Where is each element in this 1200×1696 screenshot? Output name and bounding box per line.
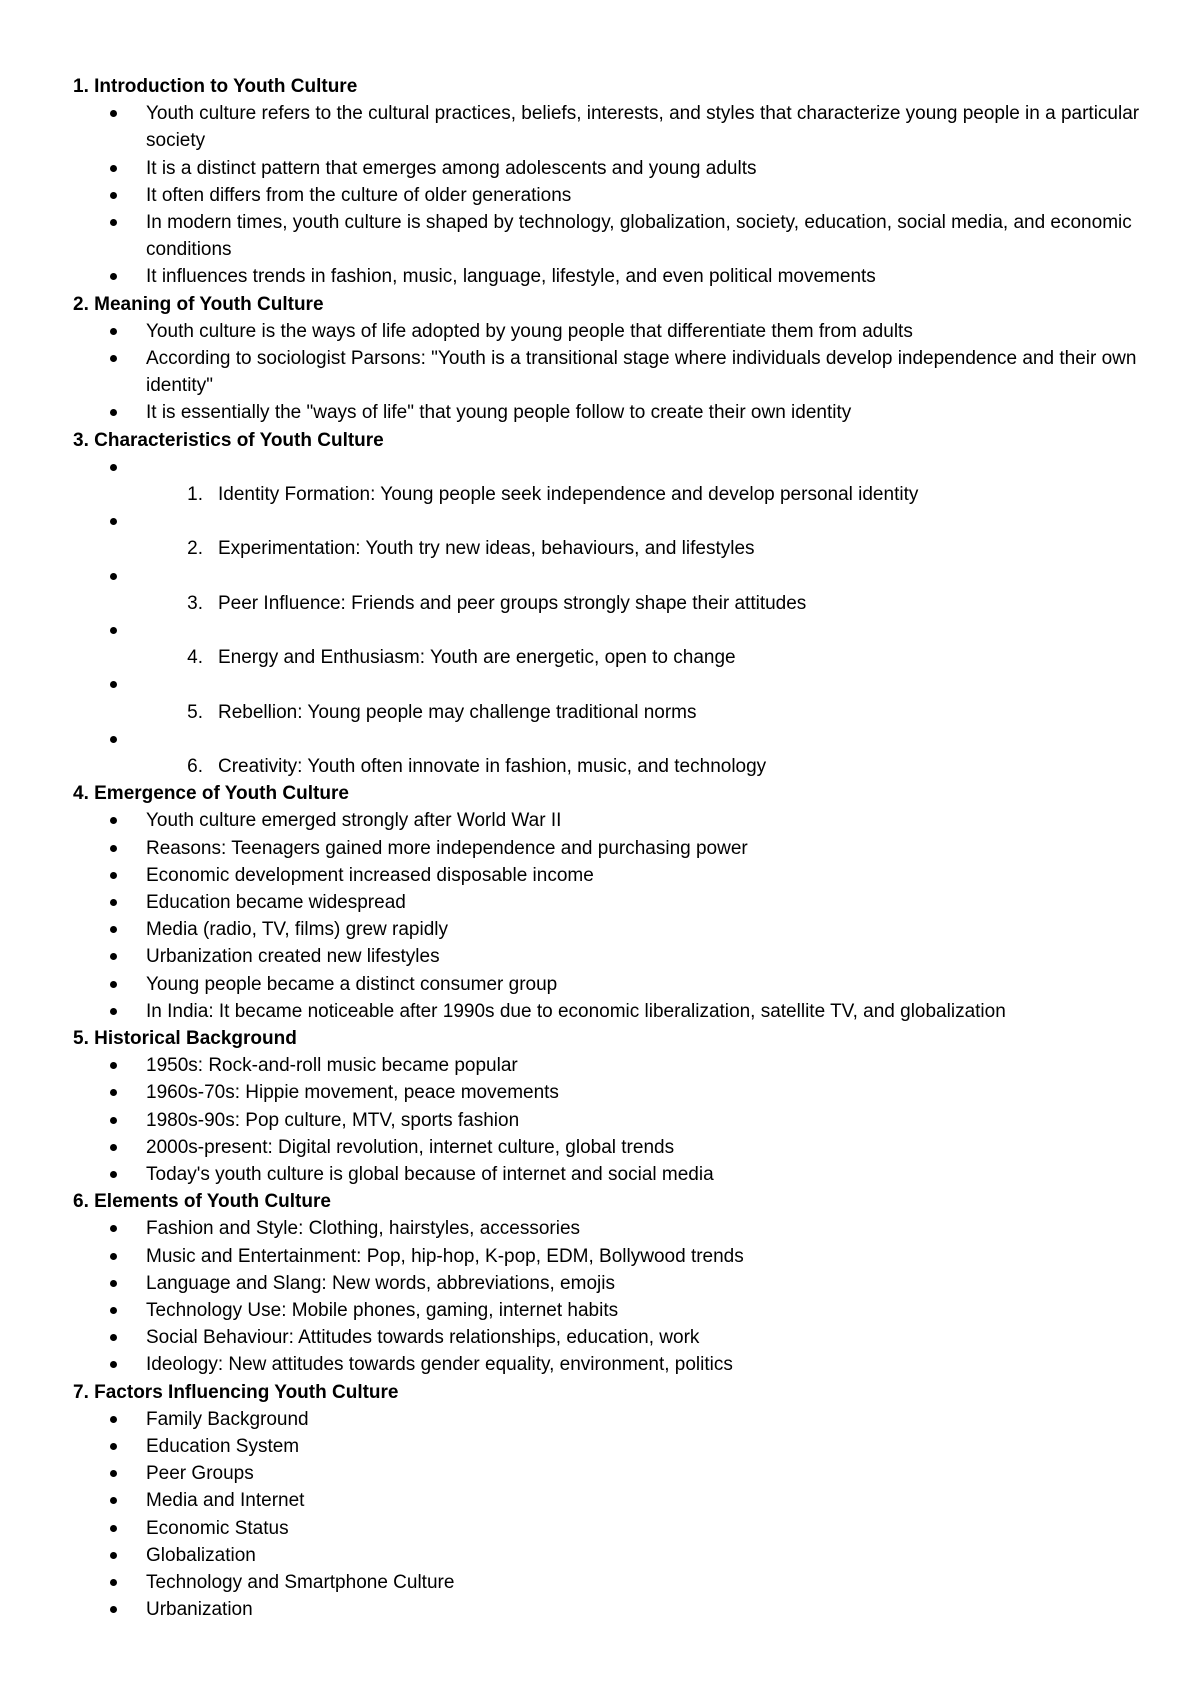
list-item-text: Energy and Enthusiasm: Youth are energetic, open to change <box>218 647 736 669</box>
list-item <box>73 889 1133 916</box>
list-item-text: Experimentation: Youth try new ideas, behaviours, and lifestyles <box>218 538 755 560</box>
bullet-icon <box>110 1144 117 1151</box>
section-heading: 3. Characteristics of Youth Culture <box>73 429 384 451</box>
list-item <box>73 916 1133 943</box>
bullet-icon <box>110 110 117 117</box>
list-item <box>73 1134 1133 1161</box>
bullet-icon <box>110 1552 117 1559</box>
list-item <box>73 1107 1133 1134</box>
list-item-text: Music and Entertainment: Pop, hip-hop, K-pop, EDM, Bollywood trends <box>146 1245 744 1267</box>
list-item <box>73 807 1133 834</box>
bullet-icon <box>110 273 117 280</box>
list-item <box>73 1542 1133 1569</box>
bullet-icon <box>110 1171 117 1178</box>
list-item-text: Today's youth culture is global because of internet and social media <box>146 1163 714 1185</box>
list-item-text: Language and Slang: New words, abbreviations, emojis <box>146 1272 615 1294</box>
bullet-icon <box>110 681 117 688</box>
list-item-text: Youth culture is the ways of life adopted by young people that differentiate them from adults <box>146 320 913 342</box>
list-item-text: Urbanization created new lifestyles <box>146 946 440 968</box>
bullet-icon <box>110 981 117 988</box>
list-number: 3. <box>187 592 203 614</box>
section-heading: 6. Elements of Youth Culture <box>73 1191 331 1213</box>
list-item <box>73 617 1133 671</box>
list-item-text: It is a distinct pattern that emerges among adolescents and young adults <box>146 157 757 179</box>
bullet-icon <box>110 1579 117 1586</box>
list-item-text: Ideology: New attitudes towards gender equality, environment, politics <box>146 1354 733 1376</box>
list-item <box>73 508 1133 562</box>
list-item <box>73 1243 1133 1270</box>
list-number: 1. <box>187 483 203 505</box>
bullet-icon <box>110 1280 117 1287</box>
list-item <box>73 835 1133 862</box>
list-item-text: Social Behaviour: Attitudes towards relationships, education, work <box>146 1327 700 1349</box>
list-item-text: 1980s-90s: Pop culture, MTV, sports fashion <box>146 1109 520 1131</box>
bullet-icon <box>110 1225 117 1232</box>
bullet-icon <box>110 1497 117 1504</box>
bullet-icon <box>110 328 117 335</box>
list-item-text: Reasons: Teenagers gained more independence and purchasing power <box>146 837 748 859</box>
list-item-text: Technology and Smartphone Culture <box>146 1571 455 1593</box>
list-item-text: In modern times, youth culture is shaped by technology, globalization, society, education, social media, and economic conditions <box>146 212 1132 261</box>
list-item-text: Economic Status <box>146 1517 289 1539</box>
bullet-icon <box>110 1525 117 1532</box>
list-item-text: Media (radio, TV, films) grew rapidly <box>146 919 448 941</box>
section-heading: 5. Historical Background <box>73 1027 297 1049</box>
list-item-text: Youth culture refers to the cultural practices, beliefs, interests, and styles that characterize young people in a particular society <box>146 103 1140 152</box>
list-item <box>73 1052 1133 1079</box>
list-item-text: Peer Influence: Friends and peer groups strongly shape their attitudes <box>218 592 807 614</box>
list-item-text: Globalization <box>146 1544 256 1566</box>
list-item <box>73 318 1133 345</box>
list-item <box>73 1351 1133 1378</box>
list-item <box>73 1406 1133 1433</box>
bullet-list <box>73 1215 1133 1378</box>
list-item <box>73 454 1133 508</box>
bullet-icon <box>110 573 117 580</box>
list-item <box>73 1324 1133 1351</box>
list-item <box>73 1215 1133 1242</box>
list-item-text: Education became widespread <box>146 891 406 913</box>
bullet-list <box>73 1406 1133 1624</box>
document-body <box>73 73 1140 1623</box>
list-item-text: Education System <box>146 1435 300 1457</box>
list-item-text: 2000s-present: Digital revolution, internet culture, global trends <box>146 1136 675 1158</box>
section-heading: 4. Emergence of Youth Culture <box>73 783 349 805</box>
section-heading: 2. Meaning of Youth Culture <box>73 293 324 315</box>
list-item <box>73 563 1133 617</box>
list-item-text: Urbanization <box>146 1599 253 1621</box>
bullet-icon <box>110 817 117 824</box>
list-item <box>73 1297 1133 1324</box>
bullet-list <box>73 100 1140 290</box>
bullet-icon <box>110 1307 117 1314</box>
list-item <box>73 943 1133 970</box>
bullet-icon <box>110 192 117 199</box>
list-item <box>73 399 1133 426</box>
list-item-text: Economic development increased disposable income <box>146 864 594 886</box>
bullet-list <box>73 318 1137 427</box>
section-heading: 1. Introduction to Youth Culture <box>73 76 358 97</box>
characteristics-list <box>73 454 1133 780</box>
bullet-list <box>73 807 1133 1025</box>
list-number: 4. <box>187 647 203 669</box>
bullet-icon <box>110 953 117 960</box>
bullet-icon <box>110 1008 117 1015</box>
bullet-icon <box>110 1443 117 1450</box>
list-item <box>73 726 1133 780</box>
bullet-icon <box>110 464 117 471</box>
list-item-text: Identity Formation: Young people seek independence and develop personal identity <box>218 483 919 505</box>
list-item <box>73 998 1133 1025</box>
bullet-icon <box>110 1416 117 1423</box>
bullet-icon <box>110 1253 117 1260</box>
bullet-icon <box>110 1062 117 1069</box>
list-item-text: Family Background <box>146 1408 309 1430</box>
list-item-text: According to sociologist Parsons: "Youth is a transitional stage where individuals develop independence and their own identity" <box>146 348 1137 397</box>
bullet-icon <box>110 355 117 362</box>
list-item <box>73 1433 1133 1460</box>
list-item-text: Media and Internet <box>146 1490 305 1512</box>
list-item-text: In India: It became noticeable after 1990s due to economic liberalization, satellite TV, and globalization <box>146 1000 1006 1022</box>
list-item <box>73 862 1133 889</box>
list-item-text: Technology Use: Mobile phones, gaming, internet habits <box>146 1299 619 1321</box>
list-item <box>73 1270 1133 1297</box>
bullet-icon <box>110 1334 117 1341</box>
list-item-text: Youth culture emerged strongly after World War II <box>146 810 562 832</box>
bullet-icon <box>110 872 117 879</box>
bullet-icon <box>110 1117 117 1124</box>
bullet-icon <box>110 926 117 933</box>
list-number: 5. <box>187 701 203 723</box>
list-item <box>73 1460 1133 1487</box>
list-item <box>73 155 1133 182</box>
bullet-icon <box>110 845 117 852</box>
list-item-text: 1950s: Rock-and-roll music became popular <box>146 1055 518 1077</box>
bullet-icon <box>110 899 117 906</box>
list-item <box>73 345 1158 399</box>
bullet-icon <box>110 518 117 525</box>
bullet-icon <box>110 736 117 743</box>
list-item <box>73 1515 1133 1542</box>
bullet-icon <box>110 627 117 634</box>
list-item <box>73 1569 1133 1596</box>
bullet-icon <box>110 1361 117 1368</box>
bullet-icon <box>110 1089 117 1096</box>
list-item-text: 1960s-70s: Hippie movement, peace movements <box>146 1082 559 1104</box>
list-item <box>73 209 1158 263</box>
list-item-text: Peer Groups <box>146 1463 254 1485</box>
list-item <box>73 100 1158 154</box>
list-item <box>73 182 1133 209</box>
list-number: 2. <box>187 538 203 560</box>
list-item <box>73 263 1133 290</box>
list-item-text: Fashion and Style: Clothing, hairstyles, accessories <box>146 1218 581 1240</box>
bullet-icon <box>110 165 117 172</box>
bullet-icon <box>110 1606 117 1613</box>
list-item <box>73 1161 1133 1188</box>
list-item-text: Creativity: Youth often innovate in fashion, music, and technology <box>218 755 767 777</box>
list-item <box>73 1596 1133 1623</box>
list-item-text: Young people became a distinct consumer group <box>146 973 558 995</box>
bullet-icon <box>110 409 117 416</box>
list-item-text: It is essentially the "ways of life" that young people follow to create their own identity <box>146 402 852 424</box>
list-number: 6. <box>187 755 203 777</box>
list-item <box>73 1487 1133 1514</box>
bullet-icon <box>110 219 117 226</box>
section-heading: 7. Factors Influencing Youth Culture <box>73 1381 399 1403</box>
list-item-text: It often differs from the culture of older generations <box>146 184 572 206</box>
list-item <box>73 671 1133 725</box>
list-item-text: Rebellion: Young people may challenge traditional norms <box>218 701 697 723</box>
list-item <box>73 971 1133 998</box>
list-item-text: It influences trends in fashion, music, language, lifestyle, and even political movements <box>146 266 876 288</box>
list-item <box>73 1079 1133 1106</box>
bullet-icon <box>110 1470 117 1477</box>
bullet-list <box>73 1052 1133 1188</box>
